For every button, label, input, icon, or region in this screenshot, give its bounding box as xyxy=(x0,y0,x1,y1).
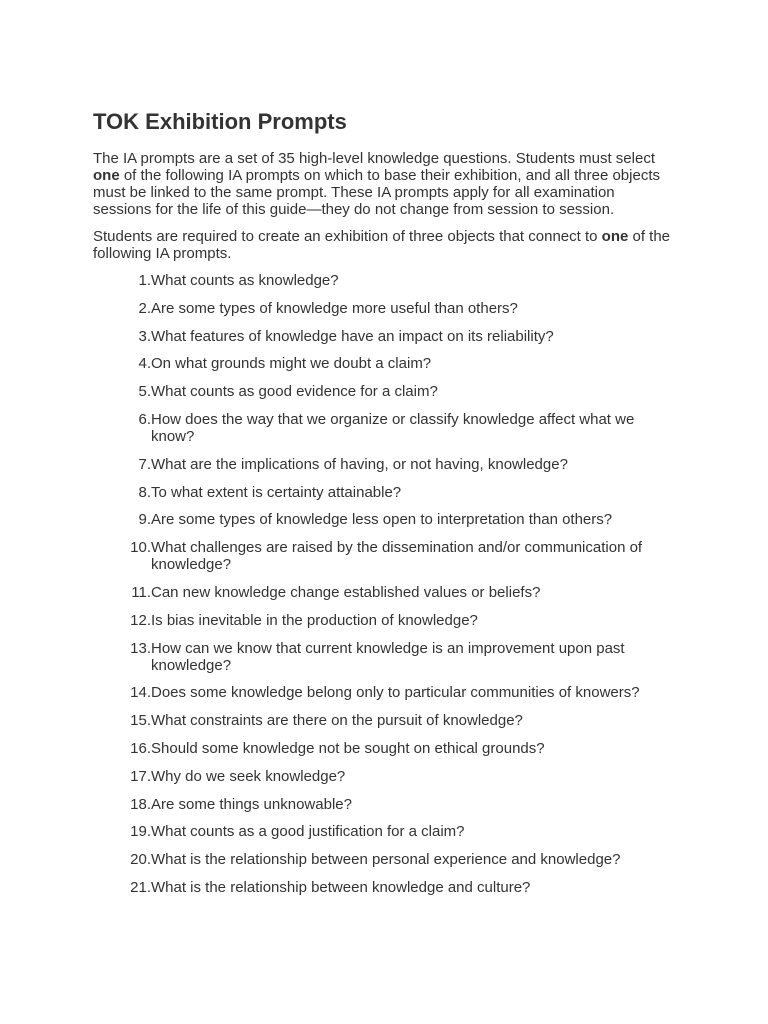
list-item xyxy=(126,456,672,473)
item-text: What features of knowledge have an impact on its reliability? xyxy=(151,327,554,345)
item-text: Can new knowledge change established values or beliefs? xyxy=(151,583,541,601)
item-number: 18. xyxy=(130,795,151,813)
list-item xyxy=(126,300,672,317)
intro-text: Students are required to create an exhibition of three objects that connect to xyxy=(93,228,602,245)
intro-text: The IA prompts are a set of 35 high-level knowledge questions. Students must select xyxy=(93,150,655,167)
list-item xyxy=(126,383,672,400)
item-number: 5. xyxy=(138,383,151,401)
item-number: 14. xyxy=(130,684,151,702)
list-item xyxy=(126,355,672,372)
item-number: 9. xyxy=(138,511,151,529)
item-text: Why do we seek knowledge? xyxy=(151,767,346,785)
list-item xyxy=(126,584,672,601)
list-item xyxy=(126,740,672,757)
list-item xyxy=(126,712,672,729)
item-number: 12. xyxy=(130,611,151,629)
item-number: 4. xyxy=(138,355,151,373)
list-item xyxy=(126,328,672,345)
item-number: 16. xyxy=(130,739,151,757)
intro-paragraph-2 xyxy=(93,228,672,262)
item-number: 2. xyxy=(138,299,151,317)
item-text: What counts as knowledge? xyxy=(151,272,339,289)
item-text: Are some types of knowledge more useful than others? xyxy=(151,299,518,317)
list-item xyxy=(126,511,672,528)
intro-text: of the following IA prompts. xyxy=(93,228,671,262)
list-item xyxy=(126,823,672,840)
item-text: Should some knowledge not be sought on ethical grounds? xyxy=(151,739,545,757)
item-number: 17. xyxy=(130,767,151,785)
item-text: Are some types of knowledge less open to interpretation than others? xyxy=(151,511,613,529)
item-number: 11. xyxy=(131,583,151,601)
item-text: How can we know that current knowledge is an improvement upon past knowledge? xyxy=(151,639,625,674)
list-item xyxy=(126,684,672,701)
item-text: To what extent is certainty attainable? xyxy=(151,483,402,501)
list-item xyxy=(126,612,672,629)
emphasis-one: one xyxy=(93,167,120,184)
item-number: 10. xyxy=(130,539,151,557)
emphasis-one: one xyxy=(601,228,629,245)
item-number: 6. xyxy=(138,410,151,428)
item-text: What challenges are raised by the dissemination and/or communication of knowledge? xyxy=(151,539,643,574)
item-text: What constraints are there on the pursuit of knowledge? xyxy=(151,712,523,730)
list-item xyxy=(126,796,672,813)
item-number: 7. xyxy=(138,455,151,473)
item-text: What are the implications of having, or not having, knowledge? xyxy=(151,455,568,473)
page-title: TOK Exhibition Prompts xyxy=(93,109,347,134)
item-text: Are some things unknowable? xyxy=(151,795,352,813)
list-item xyxy=(126,851,672,868)
item-text: Does some knowledge belong only to particular communities of knowers? xyxy=(151,684,640,702)
prompt-list xyxy=(93,272,672,896)
list-item xyxy=(126,879,672,896)
list-item xyxy=(126,640,672,674)
item-number: 1. xyxy=(138,272,151,289)
item-text: What is the relationship between knowledge and culture? xyxy=(151,878,531,896)
item-number: 13. xyxy=(130,639,151,657)
intro-paragraph-1 xyxy=(93,150,672,218)
list-item xyxy=(126,411,672,445)
item-text: What counts as good evidence for a claim? xyxy=(151,383,438,401)
item-text: What counts as a good justification for a claim? xyxy=(151,823,465,841)
item-number: 21. xyxy=(130,878,151,896)
item-number: 15. xyxy=(130,712,151,730)
list-item xyxy=(126,768,672,785)
item-text: Is bias inevitable in the production of knowledge? xyxy=(151,611,478,629)
list-item xyxy=(126,539,672,573)
item-number: 19. xyxy=(130,823,151,841)
list-item xyxy=(126,272,672,289)
item-text: On what grounds might we doubt a claim? xyxy=(151,355,432,373)
item-text: How does the way that we organize or classify knowledge affect what we know? xyxy=(151,410,635,445)
intro-text: of the following IA prompts on which to base their exhibition, and all three objects must be linked to the same prompt. These IA prompts apply for all examination sessions for the life of this guide—they do not change from session to session. xyxy=(93,167,660,218)
item-number: 3. xyxy=(138,327,151,345)
item-text: What is the relationship between personal experience and knowledge? xyxy=(151,851,621,869)
list-item xyxy=(126,484,672,501)
item-number: 20. xyxy=(130,851,151,869)
item-number: 8. xyxy=(138,483,151,501)
